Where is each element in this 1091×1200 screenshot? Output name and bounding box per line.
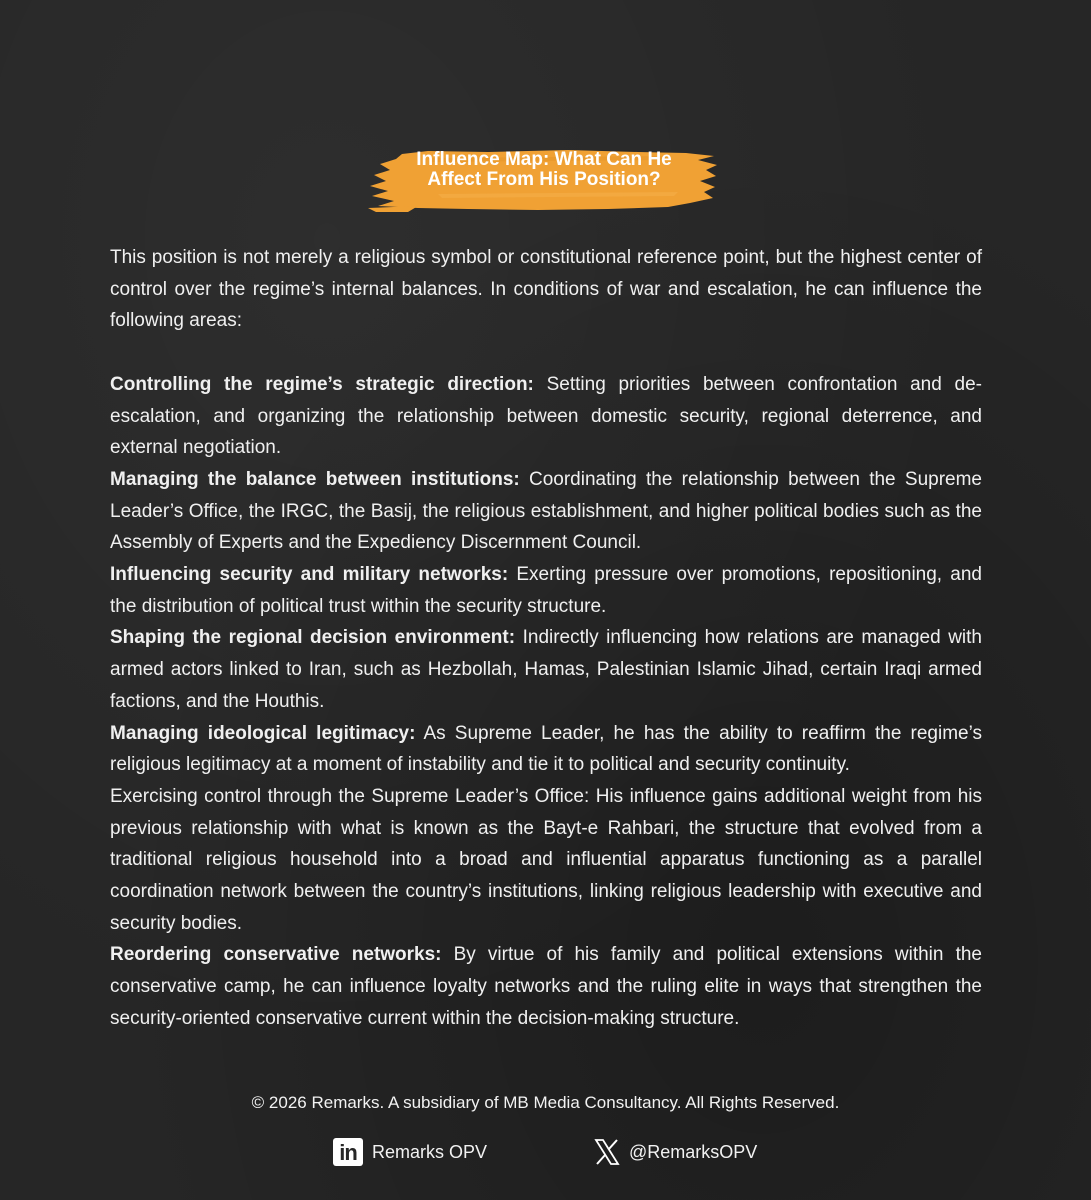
- social-links: [0, 1134, 1091, 1170]
- list-item: [110, 622, 982, 717]
- linkedin-label: Remarks OPV: [372, 1141, 488, 1162]
- x-label: @RemarksOPV: [629, 1141, 758, 1162]
- intro-paragraph: This position is not merely a religious symbol or constitutional reference point, but the highest center of control over the regime’s internal balances. In conditions of war and escalation, he can influence the following areas:: [110, 247, 982, 332]
- list-item: [110, 369, 982, 464]
- copyright-notice: © 2026 Remarks. A subsidiary of MB Media Consultancy. All Rights Reserved.: [251, 1093, 840, 1112]
- item-text: Coordinating the relationship between the Supreme Leader’s Office, the IRGC, the Basij, the religious establishment, and higher political bodies such as the Assembly of Experts and the Expediency Discernment Council.: [110, 468, 982, 554]
- list-item: [110, 464, 982, 559]
- item-title: Reordering conservative networks:: [110, 944, 442, 966]
- item-text: Exercising control through the Supreme Leader’s Office: His influence gains additional weight from his previous relationship with what is known as the Bayt-e Rahbari, the structure that evolved from a traditional religious household into a broad and influential apparatus functioning as a parallel coordination network between the country’s institutions, linking religious leadership with executive and security bodies.: [110, 785, 982, 934]
- page-title: Influence Map: What Can He Affect From His Position?: [416, 149, 672, 190]
- list-item: [110, 781, 982, 940]
- item-title: Influencing security and military networks:: [110, 564, 509, 586]
- x-link[interactable]: [593, 1134, 757, 1170]
- item-text: Indirectly influencing how relations are managed with armed actors linked to Iran, such as Hezbollah, Hamas, Palestinian Islamic Jihad, certain Iraqi armed factions, and the Houthis.: [110, 627, 982, 712]
- linkedin-icon: in: [333, 1138, 363, 1166]
- article-body: [110, 242, 982, 1035]
- item-text: Exerting pressure over promotions, repositioning, and the distribution of political trust within the security structure.: [110, 564, 982, 617]
- x-icon: [593, 1138, 621, 1166]
- item-title: Controlling the regime’s strategic direction:: [110, 373, 534, 395]
- list-item: [110, 939, 982, 1034]
- linkedin-link[interactable]: [333, 1134, 487, 1170]
- item-text: By virtue of his family and political extensions within the conservative camp, he can influence loyalty networks and the ruling elite in ways that strengthen the security-oriented conservative current within the decision-making structure.: [110, 944, 982, 1029]
- title-banner: [368, 146, 720, 216]
- list-item: [110, 559, 982, 622]
- item-title: Managing ideological legitimacy:: [110, 722, 416, 744]
- list-item: [110, 718, 982, 781]
- item-title: Managing the balance between institutions:: [110, 468, 520, 490]
- item-title: Shaping the regional decision environment:: [110, 627, 516, 649]
- item-text: As Supreme Leader, he has the ability to reaffirm the regime’s religious legitimacy at a moment of instability and tie it to political and security continuity.: [110, 722, 982, 776]
- item-text: Setting priorities between confrontation and de-escalation, and organizing the relationship between domestic security, regional deterrence, and external negotiation.: [110, 373, 982, 459]
